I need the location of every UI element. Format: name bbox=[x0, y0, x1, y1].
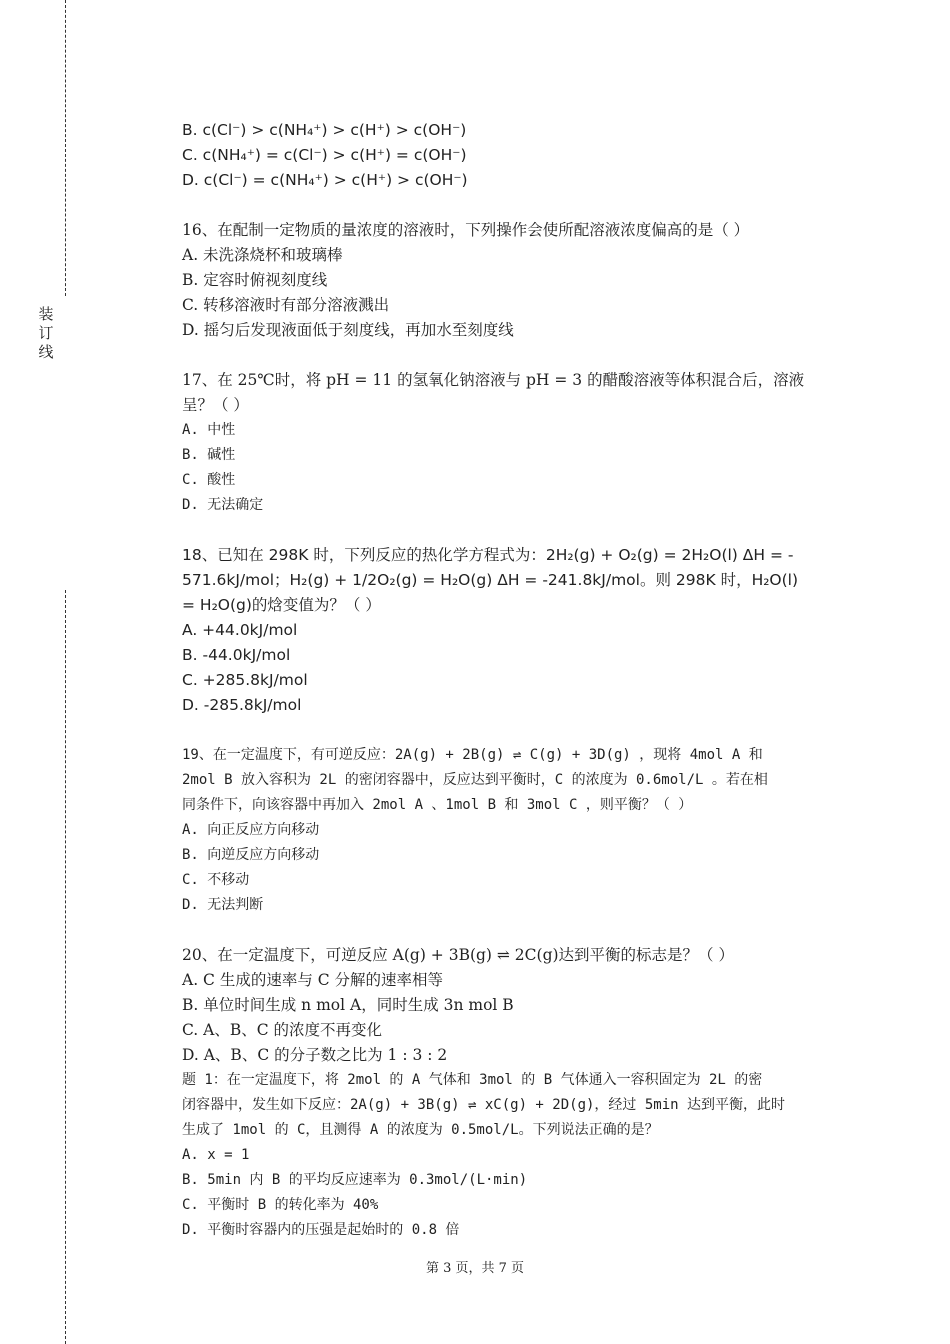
q15-option-d: D. c(Cl⁻) = c(NH₄⁺) > c(H⁺) > c(OH⁻) bbox=[182, 171, 468, 189]
q16-option-a: A. 未洗涤烧杯和玻璃棒 bbox=[182, 246, 343, 264]
q19-option-a: A. 向正反应方向移动 bbox=[182, 822, 320, 838]
q19-stem-line: 同条件下，向该容器中再加入 2mol A 、1mol B 和 3mol C ，则平衡？（ ） bbox=[182, 797, 693, 813]
extra-option-b: B. 5min 内 B 的平均反应速率为 0.3mol/(L·min) bbox=[182, 1172, 528, 1188]
extra-stem-line: 生成了 1mol 的 C，且测得 A 的浓度为 0.5mol/L。下列说法正确的是？ bbox=[182, 1122, 659, 1138]
extra-stem-line: 题 1：在一定温度下，将 2mol 的 A 气体和 3mol 的 B 气体通入一容积固定为 2L 的密 bbox=[182, 1072, 763, 1088]
q16-option-c: C. 转移溶液时有部分溶液溅出 bbox=[182, 296, 390, 314]
binding-char: 装 bbox=[38, 305, 54, 323]
q19-option-d: D. 无法判断 bbox=[182, 897, 264, 913]
q17-option-b: B. 碱性 bbox=[182, 447, 236, 463]
page-content bbox=[182, 118, 842, 1243]
q18-option-b: B. -44.0kJ/mol bbox=[182, 646, 291, 664]
q20-stem: 20、在一定温度下，可逆反应 A(g) + 3B(g) ⇌ 2C(g)达到平衡的标志是？（ ） bbox=[182, 946, 734, 964]
q17-option-c: C. 酸性 bbox=[182, 472, 236, 488]
binding-char: 线 bbox=[38, 343, 54, 361]
q20-option-a: A. C 生成的速率与 C 分解的速率相等 bbox=[182, 971, 444, 989]
q20-option-d: D. A、B、C 的分子数之比为 1 : 3 : 2 bbox=[182, 1046, 448, 1064]
q19-option-b: B. 向逆反应方向移动 bbox=[182, 847, 320, 863]
q17-stem-line: 17、在 25℃时，将 pH = 11 的氢氧化钠溶液与 pH = 3 的醋酸溶液等体积混合后，溶液 bbox=[182, 371, 805, 389]
q16-option-b: B. 定容时俯视刻度线 bbox=[182, 271, 328, 289]
q15-option-c: C. c(NH₄⁺) = c(Cl⁻) > c(H⁺) = c(OH⁻) bbox=[182, 146, 467, 164]
page-footer: 第 3 页，共 7 页 bbox=[425, 1261, 525, 1276]
q17-option-d: D. 无法确定 bbox=[182, 497, 264, 513]
q19-option-c: C. 不移动 bbox=[182, 872, 250, 888]
binding-dashed-line-top bbox=[65, 0, 66, 296]
q16-stem: 16、在配制一定物质的量浓度的溶液时，下列操作会使所配溶液浓度偏高的是（ ） bbox=[182, 221, 750, 239]
q20-option-b: B. 单位时间生成 n mol A，同时生成 3n mol B bbox=[182, 996, 514, 1014]
q18-stem-line: 571.6kJ/mol；H₂(g) + 1/2O₂(g) = H₂O(g) ΔH = -241.8kJ/mol。则 298K 时，H₂O(l) bbox=[182, 571, 799, 589]
binding-label bbox=[38, 305, 54, 362]
q18-option-c: C. +285.8kJ/mol bbox=[182, 671, 308, 689]
q17-option-a: A. 中性 bbox=[182, 422, 236, 438]
q18-option-d: D. -285.8kJ/mol bbox=[182, 696, 302, 714]
binding-char: 订 bbox=[38, 324, 54, 342]
binding-dashed-line-bottom bbox=[65, 590, 66, 1344]
q18-option-a: A. +44.0kJ/mol bbox=[182, 621, 298, 639]
q19-stem-line: 19、在一定温度下，有可逆反应：2A(g) + 2B(g) ⇌ C(g) + 3D(g) ，现将 4mol A 和 bbox=[182, 747, 763, 763]
q16-option-d: D. 摇匀后发现液面低于刻度线，再加水至刻度线 bbox=[182, 321, 514, 339]
q20-option-c: C. A、B、C 的浓度不再变化 bbox=[182, 1021, 383, 1039]
q15-option-b: B. c(Cl⁻) > c(NH₄⁺) > c(H⁺) > c(OH⁻) bbox=[182, 121, 467, 139]
q18-stem-line: = H₂O(g)的焓变值为？（ ） bbox=[182, 596, 381, 614]
q19-stem-line: 2mol B 放入容积为 2L 的密闭容器中，反应达到平衡时，C 的浓度为 0.6mol/L 。若在相 bbox=[182, 772, 768, 788]
q18-stem-line: 18、已知在 298K 时，下列反应的热化学方程式为：2H₂(g) + O₂(g) = 2H₂O(l) ΔH = - bbox=[182, 546, 794, 564]
extra-option-c: C. 平衡时 B 的转化率为 40% bbox=[182, 1197, 379, 1213]
extra-stem-line: 闭容器中，发生如下反应：2A(g) + 3B(g) ⇌ xC(g) + 2D(g)，经过 5min 达到平衡，此时 bbox=[182, 1097, 786, 1113]
q17-stem-line: 呈？（ ） bbox=[182, 396, 249, 414]
extra-option-a: A. x = 1 bbox=[182, 1147, 250, 1163]
extra-option-d: D. 平衡时容器内的压强是起始时的 0.8 倍 bbox=[182, 1222, 460, 1238]
